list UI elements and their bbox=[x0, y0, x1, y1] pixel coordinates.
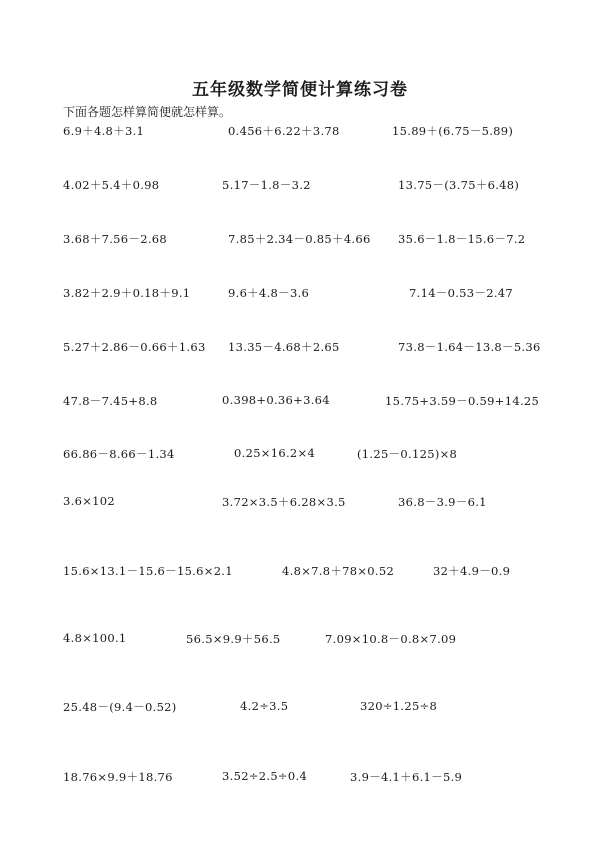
problem-row bbox=[0, 563, 600, 579]
math-problem: 25.48－(9.4－0.52) bbox=[63, 700, 177, 714]
worksheet-title: 五年级数学简便计算练习卷 bbox=[192, 80, 408, 100]
problem-row bbox=[0, 699, 600, 715]
math-problem: 4.8×100.1 bbox=[63, 631, 127, 645]
math-problem: 6.9＋4.8＋3.1 bbox=[63, 124, 145, 138]
math-problem: 15.75+3.59－0.59+14.25 bbox=[385, 394, 540, 408]
problem-row bbox=[0, 123, 600, 139]
math-problem: 0.456＋6.22＋3.78 bbox=[228, 124, 340, 138]
math-problem: 13.75－(3.75＋6.48) bbox=[398, 178, 520, 192]
math-problem: 4.2÷3.5 bbox=[240, 699, 289, 713]
math-problem: 35.6－1.8－15.6－7.2 bbox=[398, 232, 526, 246]
math-problem: 36.8－3.9－6.1 bbox=[398, 495, 487, 509]
math-problem: 0.398+0.36+3.64 bbox=[222, 393, 330, 407]
problem-row bbox=[0, 339, 600, 355]
math-problem: 7.85＋2.34－0.85＋4.66 bbox=[228, 232, 371, 246]
math-problem: 5.17－1.8－3.2 bbox=[222, 178, 311, 192]
math-problem: 47.8－7.45+8.8 bbox=[63, 394, 158, 408]
math-problem: 5.27＋2.86－0.66＋1.63 bbox=[63, 340, 206, 354]
math-problem: 3.82＋2.9＋0.18＋9.1 bbox=[63, 286, 191, 300]
problem-row bbox=[0, 285, 600, 301]
math-problem: 7.09×10.8－0.8×7.09 bbox=[325, 632, 457, 646]
math-problem: 9.6＋4.8－3.6 bbox=[228, 286, 310, 300]
math-problem: 3.72×3.5＋6.28×3.5 bbox=[222, 495, 346, 509]
math-problem: 0.25×16.2×4 bbox=[234, 446, 316, 460]
math-problem: 13.35－4.68＋2.65 bbox=[228, 340, 340, 354]
math-problem: 73.8－1.64－13.8－5.36 bbox=[398, 340, 541, 354]
math-problem: 66.86－8.66－1.34 bbox=[63, 447, 175, 461]
math-problem: 3.6×102 bbox=[63, 494, 115, 508]
math-problem: 32＋4.9－0.9 bbox=[433, 564, 511, 578]
math-problem: 3.52÷2.5÷0.4 bbox=[222, 769, 308, 783]
math-problem: 4.02＋5.4＋0.98 bbox=[63, 178, 160, 192]
math-problem: 320÷1.25÷8 bbox=[360, 699, 438, 713]
math-problem: 18.76×9.9＋18.76 bbox=[63, 770, 173, 784]
math-problem: 56.5×9.9＋56.5 bbox=[186, 632, 281, 646]
math-problem: 15.89＋(6.75－5.89) bbox=[392, 124, 514, 138]
instruction-text: 下面各题怎样算简便就怎样算。 bbox=[63, 105, 232, 119]
problem-row bbox=[0, 231, 600, 247]
problem-row bbox=[0, 393, 600, 409]
problem-row bbox=[0, 177, 600, 193]
math-problem: 3.68＋7.56－2.68 bbox=[63, 232, 168, 246]
problem-row bbox=[0, 446, 600, 462]
problem-row bbox=[0, 769, 600, 785]
problem-row bbox=[0, 631, 600, 647]
math-problem: (1.25－0.125)×8 bbox=[357, 447, 458, 461]
math-problem: 4.8×7.8＋78×0.52 bbox=[282, 564, 395, 578]
math-problem: 7.14－0.53－2.47 bbox=[409, 286, 514, 300]
problem-row bbox=[0, 494, 600, 510]
math-problem: 15.6×13.1－15.6－15.6×2.1 bbox=[63, 564, 233, 578]
math-problem: 3.9－4.1＋6.1－5.9 bbox=[350, 770, 463, 784]
